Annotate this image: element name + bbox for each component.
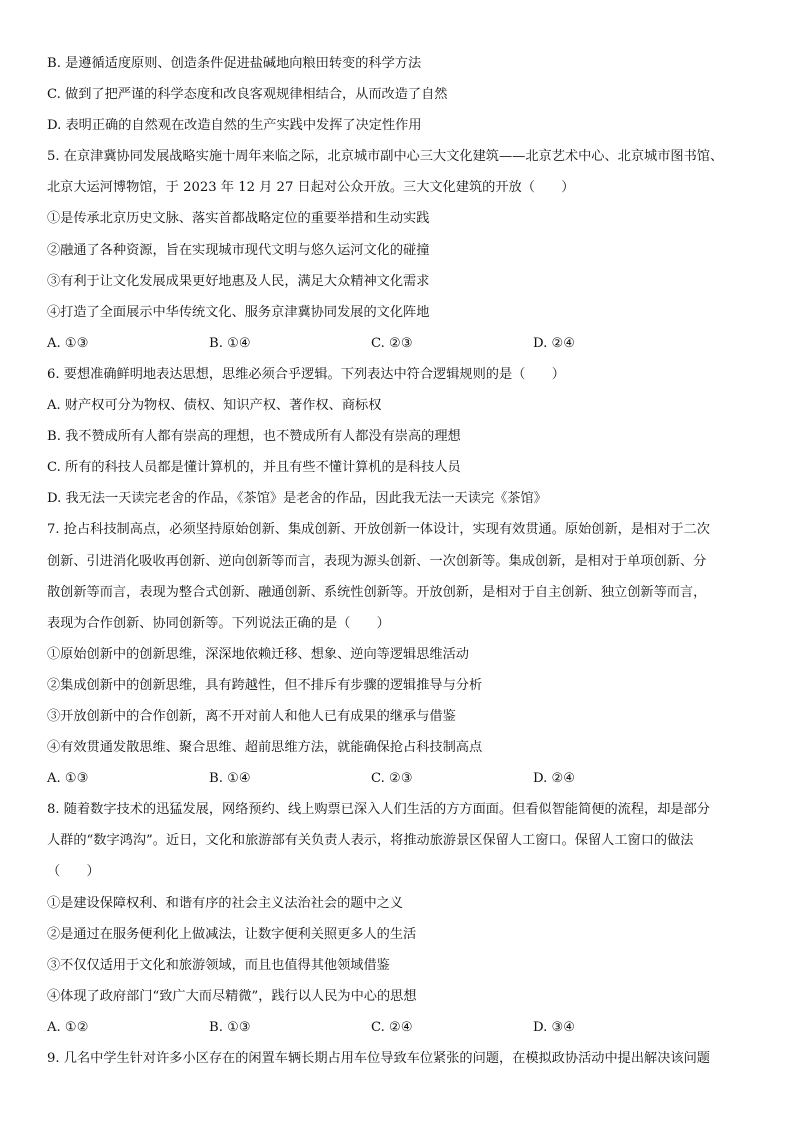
q5-choice-d: D. ②④ xyxy=(533,335,576,351)
q5-item-4: ④打造了全面展示中华传统文化、服务京津冀协同发展的文化阵地 xyxy=(47,304,430,320)
q5-stem-line-1: 5. 在京津冀协同发展战略实施十周年来临之际，北京城市副中心三大文化建筑——北京艺术中心、北京城市图书馆、 xyxy=(47,149,724,165)
q7-stem-line-1: 7. 抢占科技制高点，必须坚持原始创新、集成创新、开放创新一体设计，实现有效贯通。原始创新，是相对于二次 xyxy=(47,522,710,538)
q7-choice-d: D. ②④ xyxy=(533,771,576,787)
q8-item-2: ②是通过在服务便利化上做减法，让数字便利关照更多人的生活 xyxy=(47,926,417,942)
q7-stem-line-2: 创新、引进消化吸收再创新、逆向创新等而言，表现为源头创新、一次创新等。集成创新，是相对于单项创新、分 xyxy=(47,553,707,569)
q6-option-d: D. 我无法一天读完老舍的作品，《茶馆》是老舍的作品，因此我无法一天读完《茶馆》 xyxy=(47,491,547,507)
q7-choice-b: B. ①④ xyxy=(209,771,251,787)
q8-stem-line-3: （ ） xyxy=(47,864,100,880)
q7-stem-line-3: 散创新等而言，表现为整合式创新、融通创新、系统性创新等。开放创新，是相对于自主创新、独立创新等而言， xyxy=(47,584,707,600)
q7-item-4: ④有效贯通发散思维、聚合思维、超前思维方法，就能确保抢占科技制高点 xyxy=(47,740,483,756)
q7-item-3: ③开放创新中的合作创新，离不开对前人和他人已有成果的继承与借鉴 xyxy=(47,708,456,724)
q8-stem-line-2: 人群的“数字鸿沟”。近日，文化和旅游部有关负责人表示，将推动旅游景区保留人工窗口。保留人工窗口的做法 xyxy=(47,833,694,849)
q4-option-b: B. 是遵循适度原则、创造条件促进盐碱地向粮田转变的科学方法 xyxy=(47,56,422,71)
q9-stem: 9. 几名中学生针对许多小区存在的闲置车辆长期占用车位导致车位紧张的问题，在模拟政协活动中提出解决该问题 xyxy=(47,1051,710,1066)
q6-option-c: C. 所有的科技人员都是懂计算机的，并且有些不懂计算机的是科技人员 xyxy=(47,460,461,476)
q5-item-3: ③有利于让文化发展成果更好地惠及人民，满足大众精神文化需求 xyxy=(47,273,430,289)
q8-choice-a: A. ①② xyxy=(47,1019,89,1035)
q6-stem: 6. 要想准确鲜明地表达思想，思维必须合乎逻辑。下列表达中符合逻辑规则的是（ ） xyxy=(47,366,565,382)
q7-item-1: ①原始创新中的创新思维，深深地依赖迁移、想象、逆向等逻辑思维活动 xyxy=(47,646,469,662)
q6-option-a: A. 财产权可分为物权、债权、知识产权、著作权、商标权 xyxy=(47,398,382,414)
q5-stem-line-2: 北京大运河博物馆，于 2023 年 12 月 27 日起对公众开放。三大文化建筑的开放（ ） xyxy=(47,180,575,196)
q5-choice-c: C. ②③ xyxy=(371,335,413,351)
q6-option-b: B. 我不赞成所有人都有崇高的理想，也不赞成所有人都没有崇高的理想 xyxy=(47,429,461,445)
q5-choices xyxy=(47,328,754,359)
q7-choices xyxy=(47,763,754,794)
q5-choice-a: A. ①③ xyxy=(47,335,89,351)
q7-stem-line-4: 表现为合作创新、协同创新等。下列说法正确的是（ ） xyxy=(47,615,390,631)
q8-choice-c: C. ②④ xyxy=(371,1019,413,1035)
q8-item-4: ④体现了政府部门“致广大而尽精微”，践行以人民为中心的思想 xyxy=(47,988,417,1004)
q4-option-d: D. 表明正确的自然观在改造自然的生产实践中发挥了决定性作用 xyxy=(47,118,422,134)
q8-choice-d: D. ③④ xyxy=(533,1019,576,1035)
q7-choice-c: C. ②③ xyxy=(371,771,413,787)
q8-item-1: ①是建设保障权利、和谐有序的社会主义法治社会的题中之义 xyxy=(47,895,404,911)
q7-item-2: ②集成创新中的创新思维，具有跨越性，但不排斥有步骤的逻辑推导与分析 xyxy=(47,677,483,693)
q7-choice-a: A. ①③ xyxy=(47,771,89,787)
q8-stem-line-1: 8. 随着数字技术的迅猛发展，网络预约、线上购票已深入人们生活的方方面面。但看似智能简便的流程，却是部分 xyxy=(47,802,710,818)
q8-choices xyxy=(47,1012,754,1043)
q5-item-2: ②融通了各种资源，旨在实现城市现代文明与悠久运河文化的碰撞 xyxy=(47,242,430,258)
q5-choice-b: B. ①④ xyxy=(209,335,251,351)
q4-option-c: C. 做到了把严谨的科学态度和改良客观规律相结合，从而改造了自然 xyxy=(47,87,448,103)
q8-choice-b: B. ①③ xyxy=(209,1019,251,1035)
q5-item-1: ①是传承北京历史文脉、落实首都战略定位的重要举措和生动实践 xyxy=(47,211,430,227)
q8-item-3: ③不仅仅适用于文化和旅游领域，而且也值得其他领域借鉴 xyxy=(47,957,390,973)
